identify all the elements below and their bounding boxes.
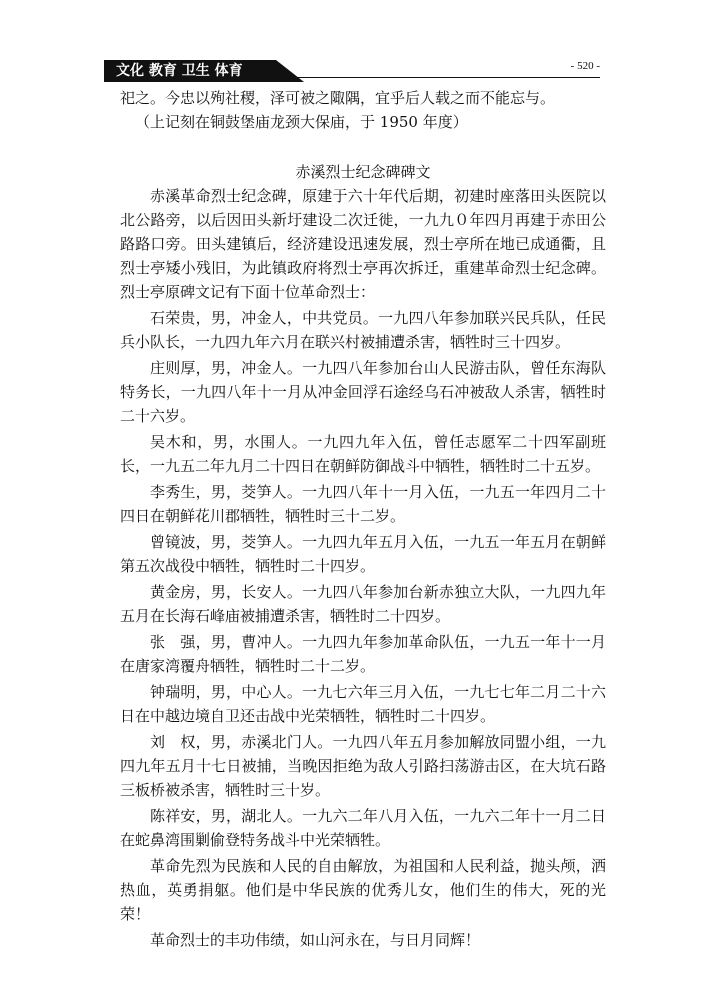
intro-note: （上记刻在铜鼓堡庙龙颈大保庙，于 1950 年度） <box>135 113 468 131</box>
martyr-entry: 李秀生，男，茭笋人。一九四八年十一月入伍，一九五一年四月二十四日在朝鲜花川郡牺牲，牺牲时三十二岁。 <box>120 483 606 525</box>
article-paragraph: 赤溪革命烈士纪念碑，原建于六十年代后期，初建时座落田头医院以北公路旁，以后因田头新圩建设二次迁徙，一九九０年四月再建于赤田公路路口旁。田头建镇后，经济建设迅速发展，烈士亭所在地已成通衢，且烈士亭矮小残旧，为此镇政府将烈士亭再次拆迁，重建革命烈士纪念碑。烈士亭原碑文记有下面十位革命烈士： <box>120 187 606 301</box>
martyr-entry: 张 强，男，曹冲人。一九四九年参加革命队伍，一九五一年十一月在唐家湾覆舟牺牲，牺牲时二十二岁。 <box>120 633 606 675</box>
closing-paragraph: 革命先烈为民族和人民的自由解放，为祖国和人民利益，抛头颅，洒热血，英勇捐躯。他们是中华民族的优秀儿女，他们生的伟大，死的光荣！ <box>120 857 606 923</box>
martyr-entry: 曾镜波，男，茭笋人。一九四九年五月入伍，一九五一年五月在朝鲜第五次战役中牺牲，牺牲时二十四岁。 <box>120 533 606 575</box>
martyr-entry: 刘 权，男，赤溪北门人。一九四八年五月参加解放同盟小组，一九四九年五月十七日被捕，当晚因拒绝为敌人引路扫荡游击区，在大坑石路三板桥被杀害，牺牲时三十岁。 <box>120 733 606 799</box>
header-rule <box>104 77 600 78</box>
martyr-entry: 钟瑞明，男，中心人。一九七六年三月入伍，一九七七年二月二十六日在中越边境自卫还击战中光荣牺牲，牺牲时二十四岁。 <box>120 683 606 725</box>
section-title: 文化 教育 卫生 体育 <box>116 63 243 79</box>
martyr-entry: 石荣贵，男，冲金人，中共党员。一九四八年参加联兴民兵队，任民兵小队长，一九四九年六月在联兴村被捕遭杀害，牺牲时三十四岁。 <box>120 309 606 351</box>
martyr-entry: 陈祥安，男，湖北人。一九六二年八月入伍，一九六二年十一月二日在蛇鼻湾围剿偷登特务战斗中光荣牺牲。 <box>120 807 606 849</box>
page-body <box>120 86 606 952</box>
martyr-entry: 黄金房，男，长安人。一九四八年参加台新赤独立大队，一九四九年五月在长海石峰庙被捕遭杀害，牺牲时二十四岁。 <box>120 583 606 625</box>
martyr-entry: 庄则厚，男，冲金人。一九四八年参加台山人民游击队，曾任东海队特务长，一九四八年十一月从冲金回浮石途经乌石冲被敌人杀害，牺牲时二十六岁。 <box>120 359 606 425</box>
article-title: 赤溪烈士纪念碑碑文 <box>295 163 431 181</box>
page-number: - 520 - <box>570 60 600 72</box>
martyr-entry: 吴木和，男，水围人。一九四九年入伍，曾任志愿军二十四军副班长，一九五二年九月二十四日在朝鲜防御战斗中牺牲，牺牲时二十五岁。 <box>120 433 606 475</box>
closing-paragraph: 革命烈士的丰功伟绩，如山河永在，与日月同辉！ <box>150 931 481 949</box>
intro-line: 祀之。今忠以殉社稷，泽可被之陬隅，宜乎后人载之而不能忘与。 <box>120 89 556 107</box>
